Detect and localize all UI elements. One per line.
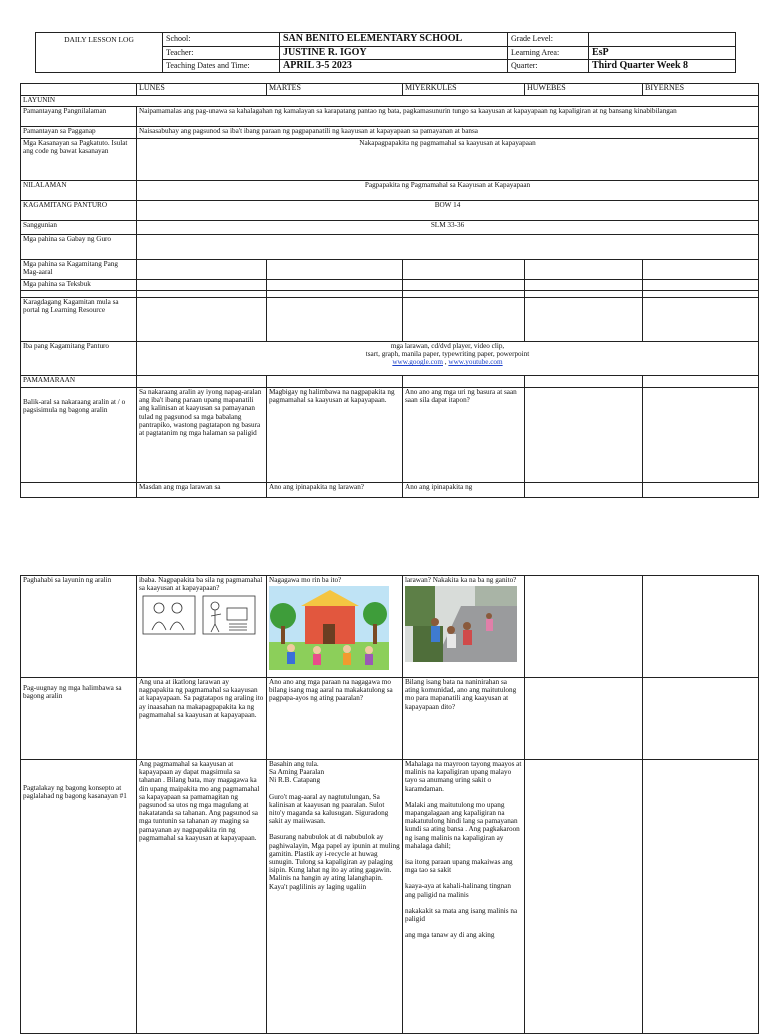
tula-title: Sa Aming Paaralan (269, 768, 325, 777)
iba-line-1: mga larawan, cd/dvd player, video clip, (390, 342, 505, 350)
pag-uugnay-lunes: Ang una at ikatlong larawan ay nagpapakita ng pagmamahal sa kaayusan at kapayapaan. Sa pagtatapos ng araling ito ay inaasahan na makapagpapakita ka ng pagmamahal sa kaayusan at kapayapaan. (137, 678, 267, 760)
row-label-lr-portal: Karagdagang Kagamitan mula sa portal ng Learning Resource (21, 298, 137, 342)
school-value: SAN BENITO ELEMENTARY SCHOOL (280, 33, 508, 47)
paghahabi-martes-start: Ano ang ipinapakita ng larawan? (267, 483, 403, 498)
paghahabi-miyerkules (403, 576, 525, 678)
day-header-miyerkules: MIYERKULES (403, 84, 525, 96)
tula-stanza-2: Basurang nabubulok at di nabubulok ay paghiwalayin, Mga papel ay ipunin at muling gamitin. Plastik ay i-recycle at huwag sunugin. Tulong sa kapaligiran ay palaging isipin. Kung lahat ng ito ay ating gagawin. Malinis na hangin ay ating lalanghapin. Kaya't paglilinis ay laging ugaliin (269, 833, 400, 891)
day-header-huwebes: HUWEBES (525, 84, 643, 96)
link-separator: , (443, 358, 449, 367)
pag-uugnay-miyerkules: Bilang isang bata na naninirahan sa ating komunidad, ano ang maitutulong mo para mapanatili ang kaayusan at kapayapaan dito? (403, 678, 525, 760)
paghahabi-martes (267, 576, 403, 678)
paghahabi-lunes (137, 576, 267, 678)
balik-aral-lunes: Sa nakaraang aralin ay iyong napag-aralan ang iba't ibang paraan upang mapanatili ang kalinisan at kaayusan sa pamayanan tulad ng pagsunod sa mga babalang pantrapiko, wastong pagtatapon ng basura at pagtatanim ng mga halaman sa paligid (137, 388, 267, 483)
google-link[interactable]: www.google.com (392, 358, 443, 367)
row-label-paghahabi: Paghahabi sa layunin ng aralin (21, 576, 137, 678)
konsepto-para-2: Malaki ang maitutulong mo upang mapangalagaan ang kapaligiran na makatutulong hindi lang sa pamayanan kundi sa ating bansa . Ang pagkakaroon ng isang malinis na kapaligiran ay mahalaga dahil; (405, 800, 520, 850)
header-table (35, 32, 736, 73)
day-header-martes: MARTES (267, 84, 403, 96)
quarter-label: Quarter: (508, 60, 589, 73)
row-label-pagtalakay: Pagtalakay ng bagong konsepto at paglalahad ng bagong kasanayan #1 (21, 760, 137, 1034)
school-label: School: (163, 33, 280, 47)
pagtalakay-miyerkules (403, 760, 525, 1034)
lesson-table-page2 (20, 575, 759, 1034)
row-label-iba: Iba pang Kagamitang Panturo (21, 342, 137, 376)
tula-author: Ni R.B. Catapang (269, 776, 321, 785)
row-label-pangnilalaman: Pamantayang Pangnilalaman (21, 107, 137, 127)
paghahabi-miyerkules-start: Ano ang ipinapakita ng (403, 483, 525, 498)
dll-title: DAILY LESSON LOG (36, 33, 163, 73)
row-label-pagganap: Pamantayan sa Pagganap (21, 127, 137, 139)
pagganap-text: Naisasabuhay ang pagsunod sa iba't ibang paraan ng pagpapanatili ng kaayusan at kapayapaan sa pamayanan at bansa (137, 127, 759, 139)
konsepto-para-1: Mahalaga na mayroon tayong maayos at malinis na kapaligiran upang malayo tayo sa anumang uring sakit o karamdaman. (405, 760, 522, 793)
pangnilalaman-text: Naipamamalas ang pag-unawa sa kahalagahan ng kamalayan sa karapatang pantao ng bata, pagkamasunurin tungo sa kaayusan at kapayapaan ng kapaligiran at ng bansang kinabibilangan (137, 107, 759, 127)
konsepto-para-5: nakakakit sa mata ang isang malinis na paligid (405, 906, 518, 924)
gabay-cell (137, 235, 759, 260)
quarter-value: Third Quarter Week 8 (589, 60, 736, 73)
konsepto-para-4: kaaya-aya at kahali-halinang tingnan ang paligid na malinis (405, 882, 511, 899)
nilalaman-text: Pagpapakita ng Pagmamahal sa Kaayusan at Kapayapaan (137, 181, 759, 201)
teacher-value: JUSTINE R. IGOY (280, 47, 508, 60)
paghahabi-martes-text: Nagagawa mo rin ba ito? (269, 576, 342, 584)
children-cartoon-image (269, 586, 389, 670)
people-cleaning-street-photo (405, 586, 517, 662)
row-label-teksbuk: Mga pahina sa Teksbuk (21, 280, 137, 291)
area-value: EsP (589, 47, 736, 60)
balik-aral-martes: Magbigay ng halimbawa na nagpapakita ng pagmamahal sa kaayusan at kapayapaan. (267, 388, 403, 483)
sanggunian-text: SLM 33-36 (137, 221, 759, 235)
tula-instruction: Basahin ang tula. (269, 760, 319, 768)
day-header-biyernes: BIYERNES (643, 84, 759, 96)
row-label-kagamitan: KAGAMITANG PANTURO (21, 201, 137, 221)
pagtalakay-lunes: Ang pagmamahal sa kaayusan at kapayapaan ay dapat magsimula sa tahanan . Bilang bata, may magagawa ka din upang maipakita mo ang pagmamahal sa kapayapaan sa pamamagitan ng pagsunod sa utos ng mga magulang at nakatatanda sa tahanan. Ang pagsunod sa mga tuntunin sa tahanan ay maging sa pamayanan ay nagpapakita rin ng pagmamahal sa kaayusan at kapayapaan. (137, 760, 267, 1034)
dates-label: Teaching Dates and Time: (163, 60, 280, 73)
section-layunin: LAYUNIN (21, 96, 759, 107)
youtube-link[interactable]: www.youtube.com (448, 358, 503, 367)
dates-value: APRIL 3-5 2023 (280, 60, 508, 73)
row-label-kasanayan: Mga Kasanayan sa Pagkatuto. Isulat ang code ng bawat kasanayan (21, 139, 137, 181)
pagtalakay-martes (267, 760, 403, 1034)
kagamitan-text: BOW 14 (137, 201, 759, 221)
area-label: Learning Area: (508, 47, 589, 60)
grade-label: Grade Level: (508, 33, 589, 47)
grade-value (589, 33, 736, 47)
kasanayan-text: Nakapagpapakita ng pagmamahal sa kaayusan at kapayapaan (137, 139, 759, 181)
iba-line-2: tsart, graph, manila paper, typewriting paper, powerpoint (365, 350, 530, 359)
iba-cell (137, 342, 759, 376)
row-label-gabay: Mga pahina sa Gabay ng Guro (21, 235, 137, 260)
lesson-table-page1 (20, 83, 759, 498)
konsepto-para-3: isa itong paraan upang makaiwas ang mga tao sa sakit (405, 858, 513, 875)
line-art-children-image (139, 594, 259, 636)
row-label-nilalaman: NILALAMAN (21, 181, 137, 201)
teacher-label: Teacher: (163, 47, 280, 60)
section-pamamaraan: PAMAMARAAN (21, 376, 137, 388)
tula-stanza-1: Guro't mag-aaral ay nagtutulungan, Sa kalinisan at kaayusan ng paaralan. Sulot nito'y maganda sa kalusugan. Siguradong sakit ay maiiwasan. (269, 792, 389, 826)
row-label-pag-uugnay: Pag-uugnay ng mga halimbawa sa bagong aralin (21, 678, 137, 760)
row-label-sanggunian: Sanggunian (21, 221, 137, 235)
day-header-lunes: LUNES (137, 84, 267, 96)
paghahabi-lunes-text: ibaba. Nagpapakita ba sila ng pagmamahal sa kaayusan at kapayapaan? (139, 576, 263, 593)
row-label-mag-aaral: Mga pahina sa Kagamitang Pang Mag-aaral (21, 260, 137, 280)
paghahabi-miyerkules-text: larawan? Nakakita ka na ba ng ganito? (405, 576, 517, 584)
balik-aral-miyerkules: Ano ano ang mga uri ng basura at saan saan sila dapat itapon? (403, 388, 525, 483)
konsepto-para-6: ang mga tanaw ay di ang aking (405, 931, 495, 940)
paghahabi-lunes-start: Masdan ang mga larawan sa (137, 483, 267, 498)
row-label-balik-aral: Balik-aral sa nakaraang aralin at / o pagsisimula ng bagong aralin (21, 388, 137, 483)
pag-uugnay-martes: Ano ano ang mga paraan na nagagawa mo bilang isang mag aaral na makakatulong sa pagpapa-ayos ng ating paaralan? (267, 678, 403, 760)
